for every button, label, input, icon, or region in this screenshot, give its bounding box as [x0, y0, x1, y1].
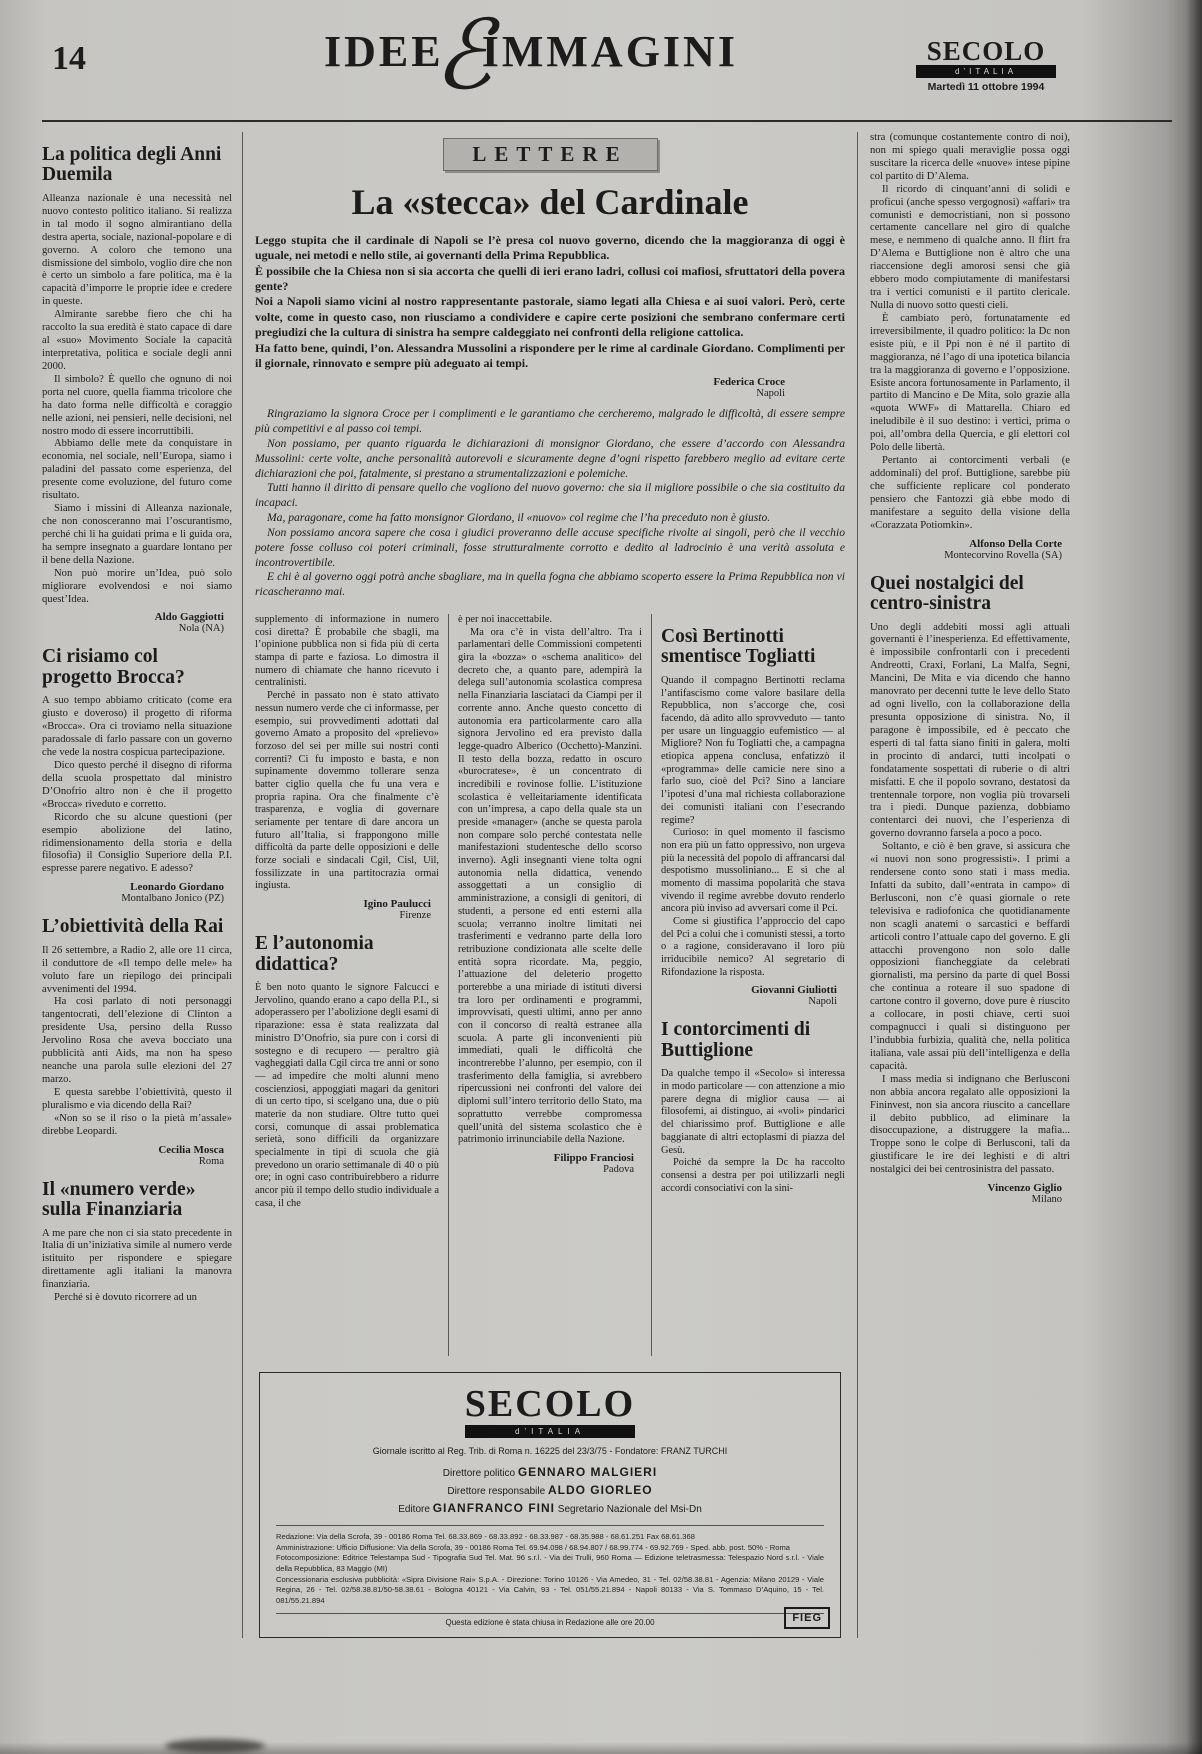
- signature-place: Firenze: [399, 910, 431, 922]
- letters-column-2: [448, 614, 651, 1356]
- letter-signature: [870, 538, 1062, 561]
- letter-lead-body: [255, 233, 845, 371]
- paragraph: Non può morire un’Idea, può solo migliorare evolvendosi e noi siamo quest’Idea.: [42, 567, 232, 605]
- letters-column-1: [255, 614, 448, 1356]
- paragraph: Il 26 settembre, a Radio 2, alle ore 11 circa, il conduttore de «Il tempo delle mele» ha voluto fare un riepilogo dei principali avvenimenti del 1994.: [42, 944, 232, 995]
- signature-name: Filippo Franciosi: [553, 1151, 634, 1164]
- signature-name: Aldo Gaggiotti: [154, 611, 224, 624]
- signature-place: Nola (NA): [178, 623, 224, 635]
- article-heading: La politica degli Anni Duemila: [42, 144, 222, 186]
- paragraph: È cambiato però, fortunatamente ed irreversibilmente, il quadro politico: la Dc non esiste più, e il Ppi non è né il partito di maggioranza, né l’ago di una ipotetica bilancia tra la maggioranza di governo e l’opposizione. Esiste ancora fortunosamente in Parlamento, il partito di Mancino e De Mita, solo grazie alla «quota WWF» di Mattarella. Chiaro ed ineludibile è il suo destino: i vertici, prima o poi, all’ombra della Quercia, e gli elettori col Polo delle libertà.: [870, 312, 1070, 454]
- signature-place: Roma: [198, 1155, 224, 1167]
- paragraph: Il simbolo? È quello che ognuno di noi porta nel cuore, quella fiamma tricolore che ha dato forma nelle difficoltà e coraggio nelle azioni, nei pensieri, nelle decisioni, nel nostro modo di essere incorruttibili.: [42, 373, 232, 437]
- paragraph: Siamo i missini di Alleanza nazionale, che non conosceranno mai l’oscurantismo, perché chi li ha guidati prima e li guida ora, ha sempre insegnato a guardare lontano per il bene della Nazione.: [42, 503, 232, 566]
- letter-signature: [870, 1182, 1062, 1205]
- letter-signature: [42, 611, 224, 634]
- paragraph: Pertanto ai contorcimenti verbali (e addominali) del prof. Buttiglione, sarebbe più che sufficiente replicare col ponderato pensiero che Fantozzi già ebbe modo di manifestare a seguito della visione della «Corazzata Potiomkin».: [870, 455, 1070, 531]
- center-column: [242, 132, 858, 1638]
- signature-name: Cecilia Mosca: [158, 1143, 224, 1156]
- kicker-label: LETTERE: [472, 142, 628, 166]
- signature-name: Vincenzo Giglio: [987, 1182, 1062, 1195]
- paragraph: Leggo stupita che il cardinale di Napoli se l’è presa col nuovo governo, dicendo che la maggioranza di oggi è uguale, nei metodi e nello stile, ai governanti della Prima Repubblica.: [255, 233, 845, 263]
- director-political-line: [276, 1463, 824, 1481]
- director-responsible-line: [276, 1481, 824, 1499]
- letter-signature: [661, 984, 837, 1007]
- article-heading: Quei nostalgici del centro-sinistra: [870, 572, 1024, 615]
- signature-place: Milano: [1031, 1194, 1062, 1206]
- article-heading: L’obiettività della Rai: [42, 916, 224, 938]
- paragraph: E questa sarebbe l’obiettività, questo il pluralismo e via dicendo della Rai?: [42, 1086, 232, 1111]
- paragraph: Abbiamo delle mete da conquistare in economia, nel sociale, nell’Europa, siamo i paladini del passato come esperienza, del presente come evoluzione, del futuro come risultato.: [42, 438, 232, 502]
- article-heading: Così Bertinotti smentisce Togliatti: [661, 626, 816, 668]
- signature-place: Montecorvino Rovella (SA): [944, 549, 1062, 561]
- signature-place: Napoli: [756, 388, 785, 400]
- issue-date: Martedì 11 ottobre 1994: [927, 81, 1045, 93]
- imprint-fine-print: [276, 1525, 824, 1606]
- logo-banner: d’ITALIA: [916, 65, 1056, 78]
- registration-line: Giornale iscritto al Reg. Trib. di Roma n. 16225 del 23/3/75 - Fondatore: FRANZ TURCHI: [372, 1446, 728, 1456]
- paragraph: Alleanza nazionale è una necessità nel nuovo contesto politico italiano. Si realizza in tal modo il sogno almirantiano della destra aperta, sociale, nazional-popolare e di governo. A coloro che temono una dismissione del simbolo, voglio dire che non è certo un simbolo a fare politica, ma è la capacità d’imporre le proprie idee e credere in queste.: [42, 192, 232, 308]
- paragraph: Poiché da sempre la Dc ha raccolto consensi a destra per poi utilizzarli negli accordi consociativi con la sini-: [661, 1157, 845, 1194]
- paragraph: Ma, paragonare, come ha fatto monsignor Giordano, il «nuovo» col regime che l’ha preceduto non è giusto.: [267, 511, 771, 525]
- logo-text: SECOLO: [926, 36, 1046, 66]
- page-content: [0, 122, 1202, 1722]
- paragraph: A suo tempo abbiamo criticato (come era giusto e doveroso) il progetto di riforma «Brocca». Ora ci troviamo nella situazione paradossale di farlo passare con un governo che vede la nostra cospicua partecipazione.: [42, 695, 232, 759]
- role-suffix: Segretario Nazionale del Msi-Dn: [557, 1504, 702, 1515]
- paragraph: Tutti hanno il diritto di pensare quello che vogliono del nuovo governo: che sia il migliore possibile o che sia costituito da incapaci.: [255, 481, 845, 510]
- letter-signature: [42, 1144, 224, 1167]
- paragraph: Ha così parlato di noti personaggi tangentocrati, dell’elezione di Clinton a presidente Usa, persino della Russo Jervolino Rosa che aveva bocciato una pubblicità anti Aids, ma non ha speso neanche una parola sulle elezioni del 27 marzo.: [42, 996, 232, 1085]
- role-name: ALDO GIORLEO: [547, 1483, 653, 1497]
- paragraph: è per noi inaccettabile.: [458, 614, 553, 625]
- paragraph: Dico questo perché il disegno di riforma della scuola prospettato dal ministro D’Onofrio altro non è che il progetto «Brocca» riveduto e corretto.: [42, 759, 232, 810]
- paragraph: stra (comunque costantemente contro di noi), non mi spiego quali meraviglie possa oggi suscitare la ricerca delle «nuove» intese pipine col partito di D’Alema.: [870, 132, 1070, 182]
- role-name: GIANFRANCO FINI: [432, 1501, 556, 1515]
- paragraph: Ringraziamo la signora Croce per i complimenti e le garantiamo che cercheremo, malgrado le difficoltà, di essere sempre più competitivi e al passo coi tempi.: [255, 407, 845, 436]
- letter-signature: [42, 881, 224, 904]
- letter-signature: [458, 1152, 634, 1175]
- letters-kicker: [443, 138, 658, 171]
- newspaper-logo: [916, 36, 1056, 93]
- page-header: [0, 0, 1202, 120]
- paragraph: È ben noto quanto le signore Falcucci e Jervolino, quando erano a capo della P.I., si adoperassero per l’abolizione degli esami di riparazione: essa è stata realizzata dal ministro D’Onofrio, sia pure con i corsi di sostegno e di recupero — peraltro già vagheggiati dalla Cgil circa tre anni or sono — ad impedire che molti alunni meno coscienziosi, appoggiati magari da genitori di un certo tipo, si scelgano una, due o più materie da non studiare. Oltre tutto quei corsi, comunque di assai problematica serietà, sono difficili da organizzare specialmente in tipi di scuola che già prevedono un orario settimanale di 40 o più ore; in ogni caso contribuirebbero a ridurre ancor più il tempo dello studio individuale a casa, il che: [255, 982, 439, 1209]
- paragraph: Ha fatto bene, quindi, l’on. Alessandra Mussolini a rispondere per le rime al cardinale Giordano. Complimenti per il giornale, rinnovato e sempre più adeguato ai tempi.: [255, 340, 845, 370]
- paragraph: Come si giustifica l’approccio del capo del Pci a colui che i comunisti stessi, a torto o a ragione, consideravano il loro più irriducibile nemico? Al segretario di Rifondazione la risposta.: [661, 916, 845, 978]
- paragraph: Redazione: Via della Scrofa, 39 - 00186 Roma Tel. 68.33.869 - 68.33.892 - 68.33.987 - 68.35.988 - 68.61.251 Fax 68.61.368: [276, 1532, 695, 1541]
- paragraph: Almirante sarebbe fiero che chi ha raccolto la sua eredità è stato capace di dare al «suo» Movimento Sociale la capacità interpretativa, politica e sociale degli anni 2000.: [42, 309, 232, 372]
- paragraph: Da qualche tempo il «Secolo» si interessa in modo particolare — con attenzione a mio parere degna di miglior causa — ai filosofemi, ai distinguo, ai «voli» pindarici del chiarissimo prof. Buttiglione e alle baggianate di altri ectoplasmi di piazza del Gesù.: [661, 1068, 845, 1156]
- signature-place: Montalbano Jonico (PZ): [121, 893, 224, 905]
- paragraph: Fotocomposizione: Editrice Telestampa Sud - Tipografia Sud Tel. Mat. 96 s.r.l. - Via dei Trulli, 960 Roma — Edizione teletrasmessa: Telespazio Nord s.r.l. - Viale della Repubblica, 83 Maggio (MI): [276, 1553, 824, 1573]
- paragraph: E chi è al governo oggi potrà anche sbagliare, ma in quella fogna che abbiamo scoperto essere la Prima Repubblica non vi ricascheranno mai.: [255, 570, 845, 599]
- paragraph: A me pare che non ci sia stato precedente in Italia di un’iniziativa simile al numero verde istituito per rispondere e spiegare direttamente agli italiani la manovra finanziaria.: [42, 1227, 232, 1291]
- article-heading: E l’autonomia didattica?: [255, 933, 374, 975]
- paragraph: I mass media si indignano che Berlusconi non abbia ancora regalato alle opposizioni la Fininvest, non sia ancora riuscito a cancellare il debito pubblico, ad eliminare la disoccupazione, a distruggere la mafia... Troppe sono le colpe di Berlusconi, tali da giustificare le ire dei leghisti e di altri nostalgici dei bei centrosinistra del passato.: [870, 1073, 1070, 1176]
- paragraph: supplemento di informazione in numero così diretta? È probabile che sbagli, ma l’opinione pubblica non si fida più di certa stampa di parte e faziosa. Lo dimostra il numero di chiamate che hanno ricevuto i centralinisti.: [255, 614, 439, 689]
- paragraph: Perché in passato non è stato attivato nessun numero verde che ci informasse, per esempio, sui provvedimenti adottati dal governo Amato a proposito del «prelievo» forzoso del sei per mille sui nostri conti correnti? Ci fu imposto e basta, e non supinamente dovemmo tollerare senza batter ciglio quella che fu una vera e propria rapina. Ora che finalmente c’è trasparenza, e voglia di governare seriamente per tentare di dare ancora un futuro all’Italia, si frappongono mille difficoltà da parte delle opposizioni e delle forze sociali e sindacali Cgil, Cisl, Uil, fossilizzate in una partitocrazia ormai ingiusta.: [255, 690, 439, 892]
- paragraph: Quando il compagno Bertinotti reclama l’antifascismo come valore basilare della Repubblica, non s’accorge che, così facendo, dà adito allo sprovveduto — tanto per usare un linguaggio eufemistico — al Migliore? Non fu Togliatti che, a campagna etiopica appena conclusa, enfatizzò il «programma» delle camicie nere sino a farlo suo, cioè del Pci? Sino a lanciare l’ipotesi d’una mal richiesta collaborazione dei comunisti italiani con l’esecrando regime?: [661, 674, 845, 826]
- scan-artifact: [165, 1739, 265, 1753]
- paragraph: Il ricordo di cinquant’anni di solidi e proficui (anche spesso vergognosi) «affari» tra comunisti e democristiani, non si possono certamente cancellare nel giro di qualche mese, e nemmeno di qualche anno. Il flirt fra D’Alema e Buttiglione non è altro che una riaccensione degli amorosi sensi che già ebbero modo compiutamente di manifestarsi tra i vertici comunisti e il partito clericale. Nulla di nuovo sotto questi cieli.: [870, 183, 1070, 311]
- editor-reply: [255, 407, 845, 600]
- paragraph: Noi a Napoli siamo vicini al nostro rappresentante pastorale, siamo legati alla Chiesa e ai suoi valori. Però, certe volte, come in questo caso, non riusciamo a condividere e capire certe posizioni che sembrano confermare certi pregiudizi che la cultura di sinistra ha sempre caldeggiato nei confronti della religione cattolica.: [255, 294, 845, 340]
- signature-place: Napoli: [808, 996, 837, 1008]
- paragraph: Perché si è dovuto ricorrere ad un: [54, 1292, 197, 1304]
- article-heading: Ci risiamo col progetto Brocca?: [42, 646, 185, 688]
- signature-place: Padova: [603, 1163, 634, 1175]
- signature-name: Leonardo Giordano: [130, 881, 224, 894]
- paragraph: Soltanto, e ciò è ben grave, si assicura che «i nuovi non sono progressisti». I primi a rendersene conto sono stati i mass media. Infatti da subito, dall’«entrata in campo» di Berlusconi, non c’è quasi giornale o rete televisiva e radiofonica che quotidianamente non scagli anatemi o sarcastici e beffardi articoli contro l’attuale capo del governo. E gli attacchi provengono non solo dalle opposizioni fiancheggiate da celebrati giornalisti, ma persino da parte di quel Bossi che continua a roteare il suo spadone di cartone contro il governo, dove pure è riuscito a collocare, in posti chiave, certi suoi compagnucci i quali si distinguono per l’indubbia furbizia, qualità che, nella politica italiana, vale assai più dell’intelligenza e della capacità.: [870, 841, 1070, 1072]
- letter-signature: [255, 898, 431, 921]
- section-title-word-right: IMMAGINI: [481, 27, 738, 76]
- paragraph: «Non so se il riso o la pietà m’assale» direbbe Leopardi.: [42, 1112, 232, 1137]
- imprint-logo-text: SECOLO: [464, 1383, 636, 1425]
- signature-name: Giovanni Giuliotti: [751, 984, 837, 997]
- imprint-box: [259, 1372, 841, 1638]
- letters-columns: [255, 614, 845, 1356]
- article-heading: Il «numero verde» sulla Finanziaria: [42, 1178, 196, 1221]
- paragraph: Ricordo che su alcune questioni (per esempio abolizione del latino, ridimensionamento della storia e della filosofia) il Consiglio Superiore della P.I. espresse parere negativo. E adesso?: [42, 811, 232, 875]
- letters-column-3: [651, 614, 845, 1356]
- imprint-closing-line: Questa edizione è stata chiusa in Redazione alle ore 20.00: [276, 1613, 824, 1627]
- role-label: Direttore responsabile: [447, 1486, 546, 1497]
- paragraph: Non possiamo, per quanto riguarda le dichiarazioni di monsignor Giordano, che essere d’accordo con Alessandra Mussolini: certe volte, anche personalità autorevoli e sicuramente degne d’ogni rispetto farebbero meglio ad evitare certe dichiarazioni che poi, fatalmente, si prestano a strumentalizzazioni e polemiche.: [255, 436, 845, 480]
- right-column: [858, 132, 1070, 1702]
- role-label: Direttore politico: [442, 1468, 516, 1479]
- letter-signature: [255, 376, 785, 399]
- main-headline: La «stecca» del Cardinale: [351, 182, 749, 222]
- paragraph: È possibile che la Chiesa non si sia accorta che quelli di ieri erano ladri, collusi coi mafiosi, sfruttatori della povera gente?: [255, 263, 845, 294]
- imprint-roles: [276, 1463, 824, 1517]
- paragraph: Concessionaria esclusiva pubblicità: «Sipra Divisione Rai» S.p.A. - Direzione: Torino 10126 - Via Amedeo, 31 - Tel. 02/58.38.81 - Agenzia: Milano 20129 - Viale Regina, 26 - Tel. 02/58.38.81/50-58.38.61 - Bologna 40121 - Via Calvin, 93 - Tel. 051/55.21.894 - Napoli 80133 - Via S. Tommaso D’Aquino, 15 - Tel. 081/55.21.894: [276, 1574, 824, 1605]
- paragraph: Curioso: in quel momento il fascismo non era più un fatto oppressivo, non urgeva più la necessità del popolo di affrancarsi dal despotismo mussoliniano... E sì che al momento di massima popolarità che stava vivendo il regime avrebbe dovuto renderlo ancora più inviso ad avversari come il Pci.: [661, 827, 845, 915]
- signature-name: Igino Paulucci: [363, 898, 431, 911]
- section-title: IDEE ℰ IMMAGINI: [324, 1, 738, 109]
- signature-name: Federica Croce: [713, 376, 785, 389]
- left-column: [42, 132, 242, 1722]
- editor-line: [276, 1499, 824, 1517]
- signature-name: Alfonso Della Corte: [969, 537, 1062, 550]
- role-name: GENNARO MALGIERI: [517, 1465, 658, 1479]
- paragraph: Uno degli addebiti mossi agli attuali governanti è l’inesperienza. Ed effettivamente, è impossibile confrontarli con i precedenti Andreotti, Craxi, Forlani, La Malfa, Segni, Mancini, De Mita e via dicendo che hanno manovrato per decenni tutte le leve dello Stato ad ogni livello, con la collaborazione della presunta opposizione di sinistra. No, il paragone è impossibile, ed è peccato che esperti di tal fatta siano finiti in galera, molti in procinto di andarci, tutti incolpati o fondatamente sospettati di ruberie o di altri misfatti. E che il popolo sovrano, destatosi da trentennale torpore, non voglia più trovarseli tra i piedi. Dunque pazienza, dobbiamo contentarci dei nuovi, che l’esperienza di governo dovranno farsela a poco a poco.: [870, 621, 1070, 840]
- section-title-word-left: IDEE: [324, 27, 444, 76]
- paragraph: Non possiamo ancora sapere che cosa i giudici proveranno delle accuse specifiche rivolte ai singoli, però che il vecchio potere fosse colluso coi poteri criminali, fosse strutturalmente corrotto e dedito al ladrocinio è una verità assoluta e incontrovertibile.: [255, 525, 845, 569]
- imprint-logo-banner: d’ITALIA: [465, 1425, 635, 1438]
- page-number: 14: [52, 40, 86, 77]
- paragraph: Ma ora c’è in vista dell’altro. Tra i parlamentari delle Commissioni competenti gira la «bozza» o «schema analitico» del decreto che, a quanto pare, adempirà la delega sull’autonomia scolastica compresa nella Finanziaria lasciataci da Ciampi per il corrente anno. Anche questo concetto di autonomia era particolarmente caro alla signora Jervolino ed era previsto dalla legge-quadro Alberico (Occhetto)-Manzini. Il testo della bozza, redatto in oscuro «burocratese», è un concentrato di incredibili e rovinose follie. L’istituzione scolastica è velleitariamente identificata con un’impresa, a capo della quale sta un preside «manager» (anche se questa parola non compare solo perché contestata nelle manifestazioni studentesche dello scorso inverno). Agli insegnanti viene tolta ogni autonomia nella didattica, venendo assoggettati a un consiglio di amministrazione, a consigli di genitori, di studenti, a persone ed enti esterni alla scuola; verranno inoltre limitati nei trasferimenti e vedranno parte della loro retribuzione condizionata alle scelte delle entità sopra ricordate. Ma, peggio, l’attuazione del deleterio progetto porterebbe a una miriade di istituti diversi tra loro per ordinamenti e programmi, improvvisati, questi ultimi, anno per anno con il concorso di realtà estranee alla scuola. A parte gli inconvenienti più immediati, quali le difficoltà che incontrerebbe l’alunno, per esempio, con il trasferimento della famiglia, si avrebbero ripercussioni nei confronti del valore dei diplomi sull’intero territorio dello Stato, ma soprattutto verrebbe compromessa quell’unità del sistema scolastico che è patrimonio irrinunciabile della Nazione.: [458, 626, 642, 1146]
- role-label: Editore: [398, 1504, 430, 1515]
- paragraph: Amministrazione: Ufficio Diffusione: Via della Scrofa, 39 - 00186 Roma Tel. 69.94.098 / 68.94.807 / 68.99.774 - 69.92.769 - Sped. abb. post. 50% - Roma: [276, 1542, 791, 1552]
- fieg-logo: FIEG: [784, 1607, 830, 1629]
- article-heading: I contorcimenti di Buttiglione: [661, 1019, 811, 1061]
- scan-edge-right: [1186, 0, 1202, 1754]
